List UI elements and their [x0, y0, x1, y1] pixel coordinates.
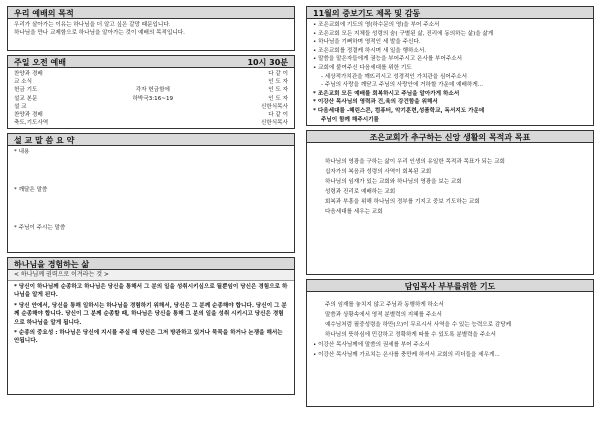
prayer-item: * 다음세대를 -혜린스콘, 컴퓨터, 악기훈련,성품학교, 독서지도 가운데: [313, 107, 485, 114]
sermon-item-given: * 주님이 주시는 말씀: [14, 225, 66, 231]
worship-detail: [32, 78, 268, 86]
worship-detail: [48, 119, 261, 127]
worship-leader: 다 같 이: [268, 71, 288, 77]
worship-detail: [27, 103, 261, 111]
prayer-title: 11월의 중보기도 제목 및 감동: [307, 7, 593, 19]
worship-row: [14, 103, 288, 111]
goal-item: 3. 하나님의 임재가 있는 교회와 하나님의 영광을 보는 교회: [325, 177, 587, 187]
prayer-body: [307, 19, 593, 126]
experience-paragraph: * 당신 안에서, 당신을 통해 일하시는 하나님을 경험하기 위해서, 당신은 그 분께 순종해야 합니다. 당신이 그 분께 순종해야 합니다. 당신이 그 분께 순종할 때, 하나님은 당신을 통해 그 분의 일을 성취 시키시고 당신은 경험으로 하나님을 알게 됩니다.: [14, 302, 287, 326]
worship-order: [8, 68, 294, 129]
worship-row: [14, 86, 288, 94]
prayer-list: [313, 21, 587, 124]
worship-item: 축도,기도사역: [14, 120, 49, 127]
prayer-section: [306, 6, 594, 126]
pastor-body: [307, 292, 593, 362]
goals-section: [306, 130, 594, 275]
experience-title: 하나님을 경험하는 삶: [8, 258, 294, 270]
pastor-title: 담임목사 부부를위한 기도: [307, 280, 593, 292]
prayer-item: • 교회에 붙여주신 다음세대를 위한 기도: [313, 64, 412, 71]
experience-paragraph: * 당신이 하나님께 순종하고 하나님은 당신을 통해서 그 분의 일을 성취시키심으로 될뿐임이 당신은 경험으로 하나님을 알게 된다.: [14, 284, 288, 299]
worship-item: 찬양과 경배: [14, 112, 43, 119]
worship-title: 주일 오전 예배: [14, 58, 66, 67]
worship-time: 10시 30분: [247, 58, 288, 67]
goal-item: 1. 하나님의 영광을 구하는 삶이 우리 인생의 유일한 목적과 목표가 되는 교회: [325, 157, 587, 167]
sermon-section: [7, 133, 295, 253]
goals-body: [307, 143, 593, 219]
pastor-list: [313, 300, 587, 340]
worship-item: 찬양과 경배: [14, 71, 43, 77]
pastor-prayer-item: 2. 말씀과 상황속에서 영적 분별력의 지혜를 주소서: [325, 310, 587, 320]
sermon-item-realized: * 깨달은 말씀: [14, 187, 48, 193]
worship-header: [8, 56, 294, 68]
worship-row: [14, 111, 288, 119]
pastor-prayer-item: 3. 예수님처럼 필중성령을 하만(으)이 무르시서 사역을 수 있는 능력으로 감당케: [325, 320, 587, 330]
worship-detail: 하박국3:16~19: [132, 95, 174, 102]
worship-leader: 신한식목사: [260, 103, 288, 110]
worship-leader: 신한식목사: [260, 120, 288, 127]
pastor-section: [306, 279, 594, 407]
sermon-body: [8, 146, 294, 250]
sermon-title: 설 교 말 씀 요 약: [8, 134, 294, 146]
worship-item: 교 소식: [14, 79, 32, 86]
prayer-item: • 조은교회를 정결케 하시며 새 일을 행하소서.: [313, 47, 427, 54]
worship-item: 설 교: [14, 103, 27, 110]
prayer-item: • 조은교회 모든 지체들 성령의 숨( 구별된 삶, 진리에 동의하는 삶)을 삶게: [313, 30, 494, 37]
purpose-body: [8, 19, 294, 39]
prayer-item: * 조은교회 모든 예배를 회복하시고 주님을 알아가게 하소서: [313, 90, 460, 97]
worship-leader: 인 도 자: [268, 87, 288, 94]
worship-item: 헌금 기도: [14, 87, 38, 94]
goal-item: 5. 회복과 부흥을 위해 하나님의 정부를 기지고 중보 기도하는 교회: [325, 197, 587, 207]
prayer-item: • 조은교회에 기도의 영(하수문의 영)을 부어 주소서: [313, 22, 440, 28]
purpose-title: 우리 예배의 목적: [8, 7, 294, 19]
experience-paragraph: * 순종의 중요성 : 하나님은 당신에 지시를 주실 때 당신은 그저 방관하고 있거나 묵묵을 하거나 논쟁을 해서는 안됩니다.: [14, 330, 283, 345]
goal-item: 6. 다음세대를 세우는 교회: [325, 207, 587, 217]
worship-row: [14, 119, 288, 127]
worship-leader: 다 같 이: [268, 112, 288, 119]
purpose-line: 하나님을 만나 교제함으로 하나님을 알아가는 것이 예배의 목적입니다.: [14, 30, 185, 37]
worship-item: 설교 본문: [14, 95, 38, 102]
sermon-item-content: * 내용: [14, 149, 30, 155]
goal-item: 2. 십자가의 복음과 성령의 사역이 회복된 교회: [325, 167, 587, 177]
pastor-prayer-item: 1. 주의 임재를 놓치지 않고 주님과 동행하게 하소서: [325, 300, 587, 310]
worship-detail: [43, 111, 268, 119]
experience-banner: < 하나님께 권력으로 이겨라는 것 >: [8, 270, 294, 281]
worship-row: [14, 78, 288, 86]
worship-detail: [43, 70, 268, 78]
goals-list: [313, 157, 587, 217]
worship-row: [14, 70, 288, 78]
purpose-line: 우리가 살아가는 이유는 하나님을 더 알고 싶은 갈망 때문입니다.: [14, 22, 171, 28]
right-column: [306, 6, 594, 411]
left-column: [7, 6, 295, 399]
worship-leader: 인 도 자: [268, 95, 288, 102]
pastor-prayer-item: 4. 하나님의 뜻하심에 민감하고 정확하게 따를 수 있도록 분별력을 주소서: [325, 330, 587, 340]
pastor-extra-item: • 이강산 목사님께에 말씀의 권세를 부어 주소서: [313, 342, 430, 348]
goal-item: 4. 성령과 진리로 예배하는 교회: [325, 187, 587, 197]
experience-body: [8, 281, 294, 348]
worship-section: [7, 55, 295, 129]
worship-detail: 각자 헌금함에: [135, 87, 170, 94]
purpose-section: [7, 6, 295, 51]
goals-title: 조은교회가 추구하는 신앙 생활의 목적과 목표: [307, 131, 593, 143]
pastor-extra-item: • 이강산 목사님께 가르치는 은사를 충만케 하셔서 교회의 리더들을 세우게...: [313, 352, 500, 358]
experience-section: [7, 257, 295, 395]
prayer-item: - 주님의 사랑을 깨닫고 주님의 사랑안에 거하할 가운데 예배하게...: [321, 82, 484, 89]
prayer-item: - 세상적가치관을 깨뜨리시고 성경적인 가치관을 심어주소서: [321, 73, 467, 80]
worship-row: [14, 95, 288, 103]
pastor-extra-list: [313, 340, 587, 360]
prayer-item: * 이강산 목사님의 영력과 건,육의 강건함을 위해서: [313, 99, 438, 106]
worship-leader: 인 도 자: [268, 79, 288, 86]
prayer-item: • 하나님을 기뻐하며 영적인 세 발을 주신다.: [313, 39, 421, 46]
prayer-item: • 말씀을 맡은자들에게 권능을 부어주시고 은사를 부어주소서: [313, 56, 463, 63]
prayer-item: 주님이 함께 해주시기를: [321, 116, 379, 123]
